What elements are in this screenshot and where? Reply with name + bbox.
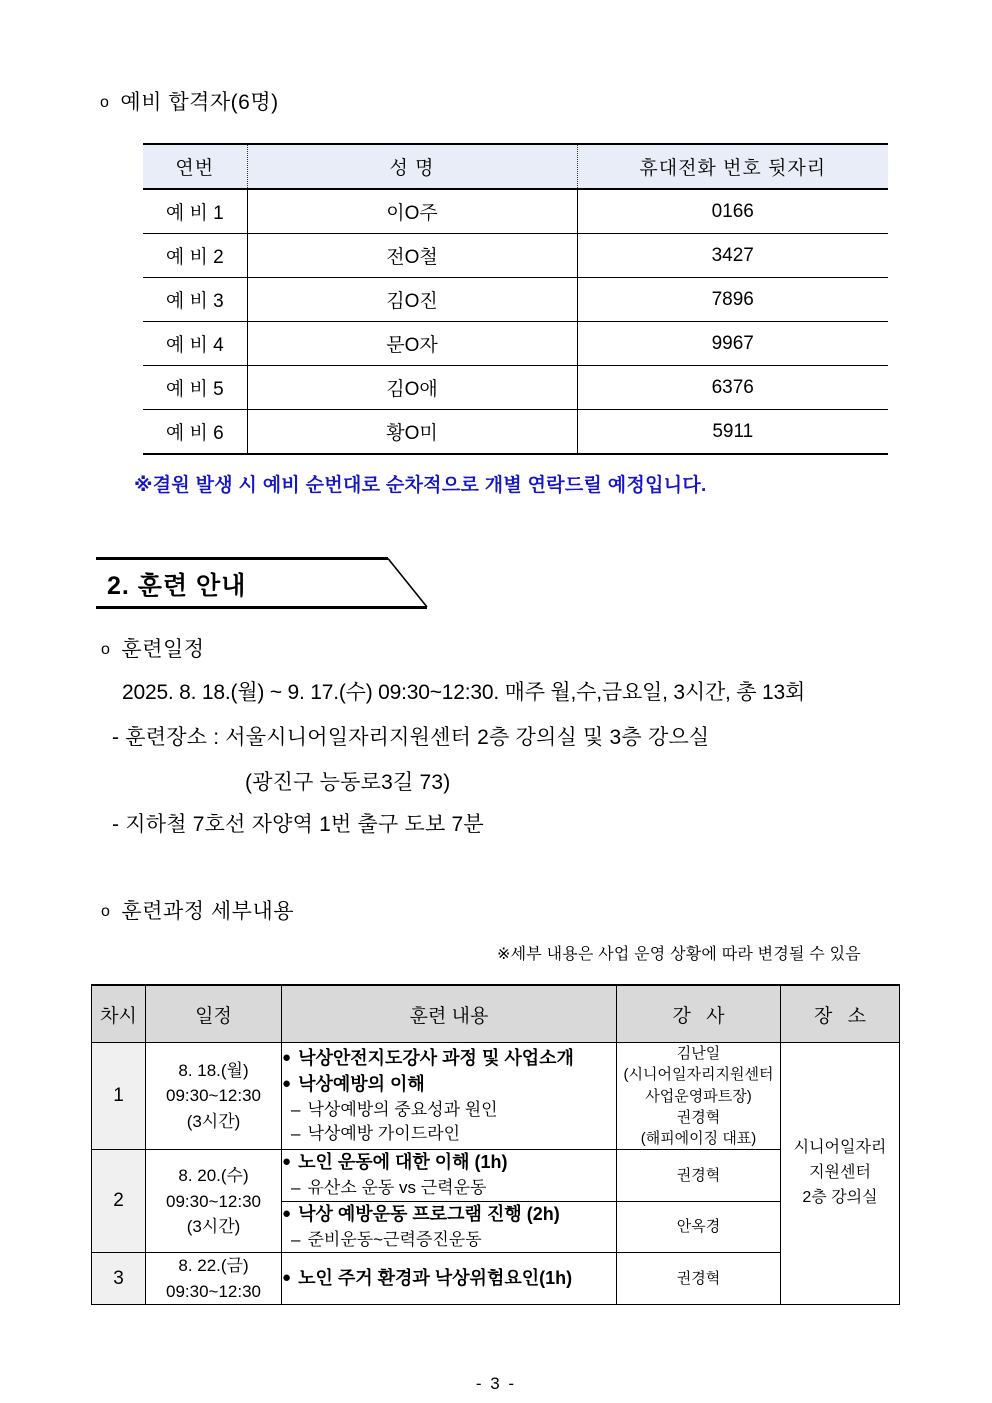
cell-no: 예 비 3 [143,278,247,322]
column-header-date: 일정 [146,985,282,1043]
cell-no: 예 비 4 [143,322,247,366]
cell-content [282,1043,617,1150]
schedule-heading-label: 훈련일정 [121,638,205,661]
cell-lecturer: 권경혁 [617,1253,781,1305]
curriculum-table [91,984,900,1305]
curriculum-heading-label: 훈련과정 세부내용 [121,900,295,923]
dash-icon: – [291,1229,301,1249]
bullet-circle-icon: o [101,903,111,920]
column-header-name: 성 명 [247,144,577,189]
date-line: 09:30~12:30 [165,1281,261,1301]
cell-no: 예 비 1 [143,189,247,234]
date-line: 8. 18.(월) [178,1060,249,1080]
date-line: 09:30~12:30 [165,1086,261,1106]
content-dash-item: – 준비운동~근력증진운동 [291,1229,482,1249]
table-row [92,1043,900,1150]
table-row [143,234,888,278]
content-dash-item: – 낙상예방의 중요성과 원인 [291,1099,498,1119]
content-bullet-item: ● 낙상 예방운동 프로그램 진행 (2h) [282,1203,560,1224]
date-line: 8. 22.(금) [178,1256,249,1276]
dash-icon: – [291,1178,301,1198]
content-bullet-item: ● 노인 주거 환경과 낙상위험요인(1h) [282,1267,573,1288]
cell-no: 예 비 5 [143,366,247,410]
cell-no: 예 비 2 [143,234,247,278]
page-number: - 3 - [475,1374,517,1393]
reserve-section-heading [100,86,279,116]
dash-icon: – [291,1099,301,1119]
cell-phone: 7896 [577,278,888,322]
column-header-session: 차시 [92,985,146,1043]
cell-name: 김O진 [247,278,577,322]
cell-content [282,1201,617,1252]
cell-lecturer: 권경혁 [617,1150,781,1201]
cell-phone: 6376 [577,366,888,410]
bullet-circle-icon: o [100,94,110,111]
table-row [143,189,888,234]
schedule-venue: - 훈련장소 : 서울시니어일자리지원센터 2층 강의실 및 3층 강으실 [112,726,710,749]
table-header-row [92,985,900,1043]
table-row [92,1253,900,1305]
table-row [143,410,888,455]
place-line: 2층 강의실 [802,1189,878,1207]
table-row [92,1150,900,1201]
cell-phone: 9967 [577,322,888,366]
section-banner-title: 2. 훈련 안내 [107,572,247,600]
place-line: 시니어일자리 [793,1139,887,1157]
lecturer-org: (시니어일자리지원센터 [623,1066,774,1084]
cell-lecturer: 안옥경 [617,1201,781,1252]
reserve-section-heading-label: 예비 합격자(6명) [120,91,279,114]
cell-name: 김O애 [247,366,577,410]
content-dash-item: – 낙상예방 가이드라인 [291,1124,460,1144]
date-line: (3시간) [186,1217,241,1237]
bullet-dot-icon: ● [282,1074,292,1092]
lecturer-name: 김난일 [676,1045,721,1062]
cell-date [146,1253,282,1305]
column-header-no: 연번 [143,144,247,189]
reserve-note: ※결원 발생 시 예비 순번대로 순차적으로 개별 연락드릴 예정입니다. [134,475,707,496]
table-row [143,278,888,322]
bullet-dot-icon: ● [282,1268,292,1286]
content-bullet-item: ● 노인 운동에 대한 이해 (1h) [282,1152,508,1173]
date-line: (3시간) [186,1111,241,1131]
cell-place [781,1043,900,1305]
cell-date [146,1043,282,1150]
column-header-phone: 휴대전화 번호 뒷자리 [577,144,888,189]
reserve-candidates-table [143,143,888,455]
column-header-content: 훈련 내용 [282,985,617,1043]
dash-icon: – [291,1124,301,1144]
table-row [143,322,888,366]
place-line: 지원센터 [809,1164,871,1182]
lecturer-org: 사업운영파트장) [645,1087,752,1105]
curriculum-heading [101,895,294,925]
cell-phone: 5911 [577,410,888,455]
column-header-place: 장 소 [781,985,900,1043]
cell-session-no: 2 [92,1150,146,1253]
cell-name: 문O자 [247,322,577,366]
cell-session-no: 1 [92,1043,146,1150]
date-line: 8. 20.(수) [178,1166,249,1186]
bullet-dot-icon: ● [282,1153,292,1171]
schedule-period: 2025. 8. 18.(월) ~ 9. 17.(수) 09:30~12:30. 매주 월,수,금요일, 3시간, 총 13회 [122,681,806,704]
content-bullet-item: ● 낙상안전지도강사 과정 및 사업소개 [282,1047,574,1068]
cell-phone: 0166 [577,189,888,234]
lecturer-org: (해피에이징 대표) [640,1130,757,1148]
date-line: 09:30~12:30 [165,1191,261,1211]
schedule-heading [101,633,205,663]
schedule-transit: - 지하철 7호선 자양역 1번 출구 도보 7분 [112,813,484,836]
table-header-row [143,144,888,189]
cell-name: 황O미 [247,410,577,455]
section-banner [96,557,436,609]
content-bullet-item: ● 낙상예방의 이해 [282,1073,425,1094]
cell-date [146,1150,282,1253]
cell-name: 전O철 [247,234,577,278]
bullet-dot-icon: ● [282,1048,292,1066]
bullet-dot-icon: ● [282,1204,292,1222]
bullet-circle-icon: o [101,641,111,658]
lecturer-name: 권경혁 [676,1108,721,1126]
cell-name: 이O주 [247,189,577,234]
cell-content [282,1150,617,1201]
table-row [143,366,888,410]
curriculum-note: ※세부 내용은 사업 운영 상황에 따라 변경될 수 있음 [497,946,861,963]
content-dash-item: – 유산소 운동 vs 근력운동 [291,1178,487,1198]
cell-session-no: 3 [92,1253,146,1305]
column-header-lecturer: 강 사 [617,985,781,1043]
cell-phone: 3427 [577,234,888,278]
cell-lecturer [617,1043,781,1150]
schedule-address: (광진구 능동로3길 73) [245,771,451,794]
cell-content [282,1253,617,1305]
cell-no: 예 비 6 [143,410,247,455]
